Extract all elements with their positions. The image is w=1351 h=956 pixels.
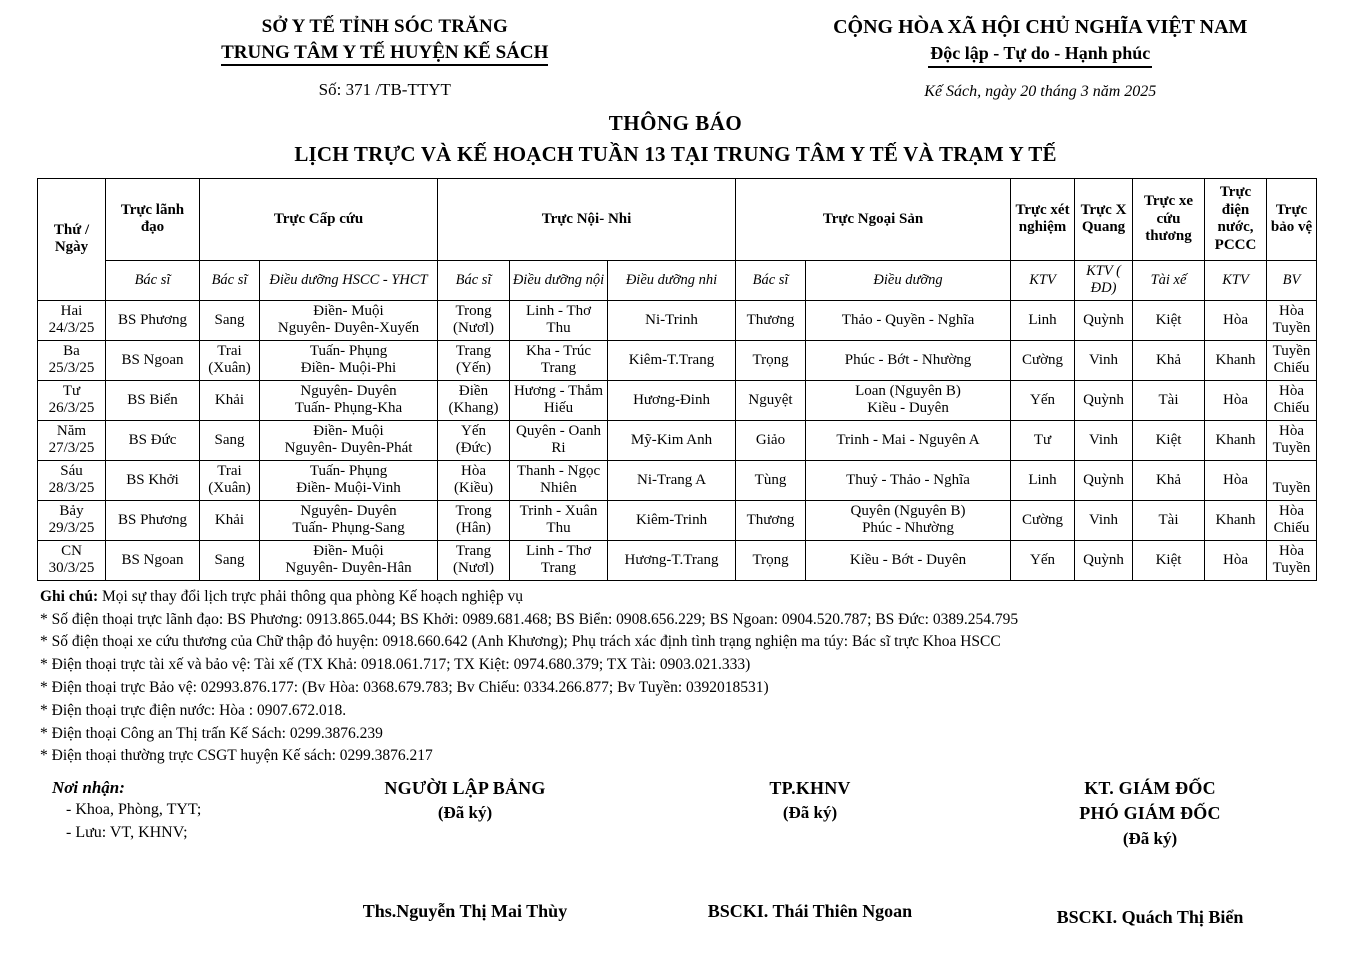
cell-xray-tech: Vinh <box>1075 340 1133 380</box>
cell-er-nurse-line: Nguyên- Duyên-Hân <box>285 560 412 577</box>
cell-guard <box>1267 420 1317 460</box>
document-header <box>0 0 1351 103</box>
cell-pediatric-nurse-line: Ni-Trinh <box>645 311 698 328</box>
cell-utility-tech: Khanh <box>1205 420 1267 460</box>
cell-er-doctor: Khải <box>200 500 260 540</box>
subheader-er-doctor: Bác sĩ <box>200 260 260 300</box>
cell-internal-nurse <box>510 300 608 340</box>
nation-name: CỘNG HÒA XÃ HỘI CHỦ NGHĨA VIỆT NAM <box>833 16 1248 38</box>
cell-internal-nurse-line: Trinh - Xuân <box>519 502 598 519</box>
director-title-line2: PHÓ GIÁM ĐỐC <box>1079 803 1221 824</box>
cell-pediatric-nurse-line: Kiêm-Trinh <box>635 511 708 528</box>
preparer-title: NGƯỜI LẬP BẢNG <box>384 778 546 799</box>
cell-guard-line: Tuyền <box>1272 560 1311 577</box>
cell-internal-nurse-line: Linh - Thơ <box>525 302 592 319</box>
cell-internal-nurse-line: Thanh - Ngọc <box>516 462 601 479</box>
cell-er-doctor-line: (Xuân) <box>208 360 251 377</box>
cell-guard-line <box>1269 463 1314 481</box>
note-line: * Điện thoại Công an Thị trấn Kế Sách: 0299.3876.239 <box>40 724 383 742</box>
cell-guard <box>1267 460 1317 500</box>
cell-internal-nurse <box>510 380 608 420</box>
cell-er-doctor: Khải <box>200 380 260 420</box>
header-day: Thứ / Ngày <box>38 178 106 300</box>
cell-pediatric-nurse <box>608 300 736 340</box>
cell-pediatric-nurse <box>608 340 736 380</box>
cell-internal-doctor-line: Hòa <box>461 462 487 479</box>
signature-area <box>0 778 1351 953</box>
recipient-item: - Lưu: VT, KHNV; <box>66 824 188 842</box>
nation-motto: Độc lập - Tự do - Hạnh phúc <box>928 41 1152 68</box>
cell-internal-doctor <box>438 380 510 420</box>
cell-pediatric-nurse-line: Ni-Trang A <box>636 471 707 488</box>
cell-day <box>38 300 106 340</box>
tp-signed-mark: (Đã ký) <box>782 803 838 823</box>
recipients-title: Nơi nhận: <box>52 778 125 798</box>
header-group-surgery-obstetric: Trực Ngoại Sản <box>736 178 1011 260</box>
cell-xray-tech: Quỳnh <box>1075 380 1133 420</box>
day-name: Năm <box>56 422 87 439</box>
cell-leader-doctor: BS Ngoan <box>106 340 200 380</box>
cell-surgery-doctor: Trọng <box>736 340 806 380</box>
cell-er-doctor-line: (Xuân) <box>208 480 251 497</box>
subheader-xray-tech: KTV ( ĐD) <box>1075 260 1133 300</box>
day-date: 28/3/25 <box>48 480 95 497</box>
page-title: THÔNG BÁO <box>608 111 743 136</box>
cell-surgery-nurse <box>806 540 1011 580</box>
note-line: * Điện thoại trực tài xế và bảo vệ: Tài xế (TX Khả: 0918.061.717; TX Kiệt: 0974.680.379; TX Tài: 0903.021.333) <box>40 656 751 674</box>
day-date: 27/3/25 <box>48 440 95 457</box>
cell-surgery-nurse-line: Trinh - Mai - Nguyên A <box>836 431 980 448</box>
cell-lab-tech: Linh <box>1011 460 1075 500</box>
subheader-guard: BV <box>1267 260 1317 300</box>
cell-internal-nurse-line: Linh - Thơ <box>525 542 592 559</box>
org-center-name-text: TRUNG TÂM Y TẾ HUYỆN KẾ SÁCH <box>221 42 548 66</box>
notes-section <box>40 586 1351 768</box>
cell-er-nurse <box>260 500 438 540</box>
cell-internal-doctor-line: Yến <box>461 422 487 439</box>
subheader-internal-nurse: Điều dưỡng nội <box>510 260 608 300</box>
cell-surgery-doctor: Giảo <box>736 420 806 460</box>
cell-er-nurse-line: Nguyên- Duyên-Xuyến <box>277 320 420 337</box>
day-date: 29/3/25 <box>48 520 95 537</box>
cell-driver: Tài <box>1133 500 1205 540</box>
cell-surgery-nurse <box>806 340 1011 380</box>
page-subtitle: LỊCH TRỰC VÀ KẾ HOẠCH TUẦN 13 TẠI TRUNG TÂM Y TẾ VÀ TRẠM Y TẾ <box>294 142 1057 167</box>
header-group-ambulance: Trực xe cứu thương <box>1133 178 1205 260</box>
cell-surgery-doctor: Tùng <box>736 460 806 500</box>
cell-xray-tech: Quỳnh <box>1075 540 1133 580</box>
cell-er-nurse <box>260 420 438 460</box>
org-department-name: SỞ Y TẾ TỈNH SÓC TRĂNG <box>261 16 508 37</box>
cell-day <box>38 460 106 500</box>
cell-utility-tech: Hòa <box>1205 460 1267 500</box>
cell-internal-doctor <box>438 460 510 500</box>
cell-guard-line: Hòa <box>1279 382 1305 399</box>
day-date: 30/3/25 <box>48 560 95 577</box>
cell-er-doctor-line: Trai <box>217 462 242 479</box>
cell-surgery-doctor: Thương <box>736 300 806 340</box>
cell-utility-tech: Hòa <box>1205 540 1267 580</box>
cell-pediatric-nurse <box>608 420 736 460</box>
cell-er-doctor <box>200 340 260 380</box>
recipients-block <box>52 778 201 844</box>
cell-driver: Tài <box>1133 380 1205 420</box>
subheader-surgery-doctor: Bác sĩ <box>736 260 806 300</box>
notes-lines <box>40 609 1351 768</box>
cell-lab-tech: Yến <box>1011 380 1075 420</box>
day-name: Hai <box>60 302 83 319</box>
cell-er-nurse-line: Tuấn- Phụng <box>309 462 388 479</box>
header-group-lab: Trực xét nghiệm <box>1011 178 1075 260</box>
table-row <box>38 540 1317 580</box>
cell-leader-doctor: BS Khởi <box>106 460 200 500</box>
cell-internal-doctor <box>438 500 510 540</box>
cell-leader-doctor: BS Biển <box>106 380 200 420</box>
cell-internal-nurse-line: Thu <box>546 520 571 537</box>
cell-pediatric-nurse-line: Kiêm-T.Trang <box>628 351 715 368</box>
tp-title: TP.KHNV <box>769 778 851 799</box>
table-row <box>38 300 1317 340</box>
cell-guard-line: Tuyền <box>1272 320 1311 337</box>
cell-er-doctor: Sang <box>200 420 260 460</box>
cell-day <box>38 340 106 380</box>
tp-signature-block <box>660 776 960 922</box>
notes-label-text: Mọi sự thay đổi lịch trực phải thông qua phòng Kế hoạch nghiệp vụ <box>98 587 524 605</box>
preparer-signed-mark: (Đã ký) <box>437 803 493 823</box>
cell-surgery-nurse <box>806 500 1011 540</box>
cell-internal-nurse-line: Thu <box>546 320 571 337</box>
cell-lab-tech: Cường <box>1011 500 1075 540</box>
cell-internal-doctor-line: Trang <box>455 542 492 559</box>
cell-internal-nurse <box>510 420 608 460</box>
cell-internal-doctor-line: (Khang) <box>448 400 499 417</box>
cell-er-nurse <box>260 340 438 380</box>
cell-internal-nurse-line: Trang <box>540 560 577 577</box>
cell-er-nurse <box>260 380 438 420</box>
day-date: 26/3/25 <box>48 400 95 417</box>
cell-er-nurse-line: Nguyên- Duyên-Phát <box>284 440 413 457</box>
cell-surgery-nurse-line: Thảo - Quyền - Nghĩa <box>841 311 975 328</box>
duty-schedule-table <box>37 178 1317 581</box>
cell-internal-doctor <box>438 340 510 380</box>
cell-er-nurse-line: Điền- Muội <box>313 542 384 559</box>
cell-internal-nurse-line: Nhiên <box>540 480 577 497</box>
cell-surgery-nurse-line: Thuỷ - Thảo - Nghĩa <box>846 471 970 488</box>
header-group-emergency: Trực Cấp cứu <box>200 178 438 260</box>
cell-er-nurse-line: Điền- Muội-Phi <box>300 360 397 377</box>
cell-surgery-nurse <box>806 460 1011 500</box>
cell-leader-doctor: BS Phương <box>106 300 200 340</box>
cell-internal-doctor-line: Điền <box>458 382 489 399</box>
subheader-pediatric-nurse: Điều dưỡng nhi <box>608 260 736 300</box>
cell-utility-tech: Khanh <box>1205 500 1267 540</box>
cell-pediatric-nurse-line: Hương-T.Trang <box>624 551 719 568</box>
cell-guard <box>1267 380 1317 420</box>
cell-guard-line: Chiếu <box>1273 360 1310 377</box>
subheader-leader-doctor: Bác sĩ <box>106 260 200 300</box>
org-center-name <box>221 40 548 66</box>
cell-er-nurse <box>260 460 438 500</box>
preparer-signature-block <box>300 776 630 922</box>
cell-internal-doctor-line: (Đức) <box>455 440 492 457</box>
cell-surgery-nurse <box>806 300 1011 340</box>
cell-surgery-nurse-line: Kiều - Duyên <box>867 400 949 417</box>
header-left-block <box>0 14 730 103</box>
cell-er-doctor <box>200 460 260 500</box>
cell-guard <box>1267 540 1317 580</box>
cell-guard-line: Tuyền <box>1272 342 1311 359</box>
notes-heading-line <box>40 586 1351 609</box>
cell-internal-doctor <box>438 300 510 340</box>
preparer-name: Ths.Nguyễn Thị Mai Thùy <box>362 901 568 922</box>
table-header-row-groups <box>38 178 1317 260</box>
cell-internal-nurse-line: Quyên - Oanh <box>516 422 601 439</box>
cell-er-nurse-line: Điền- Muội <box>313 302 384 319</box>
cell-guard-line: Chiếu <box>1273 400 1310 417</box>
cell-xray-tech: Vinh <box>1075 500 1133 540</box>
cell-guard <box>1267 340 1317 380</box>
cell-er-nurse-line: Tuấn- Phụng-Sang <box>292 520 405 537</box>
cell-internal-nurse-line: Kha - Trúc <box>526 342 592 359</box>
cell-lab-tech: Cường <box>1011 340 1075 380</box>
cell-guard-line: Hòa <box>1279 302 1305 319</box>
cell-internal-doctor-line: Trong <box>455 302 492 319</box>
cell-driver: Kiệt <box>1133 420 1205 460</box>
cell-surgery-nurse-line: Phúc - Bớt - Nhường <box>844 351 972 368</box>
cell-lab-tech: Linh <box>1011 300 1075 340</box>
cell-day <box>38 500 106 540</box>
cell-internal-doctor-line: Trang <box>455 342 492 359</box>
document-number: Số: 371 /TB-TTYT <box>318 80 451 100</box>
table-row <box>38 380 1317 420</box>
cell-driver: Khả <box>1133 460 1205 500</box>
cell-utility-tech: Khanh <box>1205 340 1267 380</box>
cell-internal-doctor <box>438 420 510 460</box>
table-row <box>38 420 1317 460</box>
cell-er-doctor: Sang <box>200 540 260 580</box>
header-group-utilities: Trực điện nước, PCCC <box>1205 178 1267 260</box>
cell-guard <box>1267 500 1317 540</box>
cell-xray-tech: Quỳnh <box>1075 300 1133 340</box>
cell-surgery-nurse <box>806 420 1011 460</box>
cell-surgery-doctor: Trọng <box>736 540 806 580</box>
cell-utility-tech: Hòa <box>1205 380 1267 420</box>
day-date: 24/3/25 <box>48 320 95 337</box>
header-group-internal-pediatric: Trực Nội- Nhi <box>438 178 736 260</box>
note-line: * Điện thoại trực Bảo vệ: 02993.876.177: (Bv Hòa: 0368.679.783; Bv Chiếu: 0334.266.877; Bv Tuyền: 0392018531) <box>40 679 769 696</box>
day-name: Ba <box>63 342 80 359</box>
cell-guard <box>1267 300 1317 340</box>
day-name: Bảy <box>59 502 84 519</box>
cell-day <box>38 420 106 460</box>
cell-internal-nurse-line: Trang <box>540 360 577 377</box>
director-signed-mark: (Đã ký) <box>1122 828 1178 848</box>
cell-surgery-nurse-line: Kiều - Bớt - Duyên <box>849 551 967 568</box>
table-header-row-subs <box>38 260 1317 300</box>
tp-name: BSCKI. Thái Thiên Ngoan <box>707 901 913 922</box>
cell-internal-doctor-line: (Yến) <box>456 360 491 377</box>
cell-xray-tech: Vinh <box>1075 420 1133 460</box>
table-header <box>38 178 1317 300</box>
notes-label: Ghi chú: <box>40 587 99 605</box>
cell-pediatric-nurse <box>608 500 736 540</box>
table-body <box>38 300 1317 580</box>
cell-surgery-nurse <box>806 380 1011 420</box>
cell-lab-tech: Tư <box>1011 420 1075 460</box>
cell-xray-tech: Quỳnh <box>1075 460 1133 500</box>
cell-surgery-doctor: Nguyệt <box>736 380 806 420</box>
header-group-leadership: Trực lãnh đạo <box>106 178 200 260</box>
cell-guard-line: Hòa <box>1279 542 1305 559</box>
cell-internal-doctor-line: Trong <box>455 502 492 519</box>
header-group-security: Trực bảo vệ <box>1267 178 1317 260</box>
cell-internal-doctor-line: (Kiều) <box>453 480 494 497</box>
cell-er-nurse <box>260 540 438 580</box>
cell-pediatric-nurse-line: Mỹ-Kim Anh <box>630 431 713 448</box>
cell-pediatric-nurse <box>608 380 736 420</box>
note-line: * Số điện thoại xe cứu thương của Chữ thập đỏ huyện: 0918.660.642 (Anh Khương); Phụ trách xác định tình trạng nghiện ma túy: Bác sĩ trực Khoa HSCC <box>40 633 1001 651</box>
cell-surgery-nurse-line: Loan (Nguyên B) <box>855 382 961 399</box>
day-name: Sáu <box>60 462 83 479</box>
cell-guard-line: Hòa <box>1279 422 1305 439</box>
cell-internal-nurse-line: Hương - Thắm <box>513 382 604 399</box>
cell-internal-doctor <box>438 540 510 580</box>
cell-guard-line: Hòa <box>1279 502 1305 519</box>
table-row <box>38 500 1317 540</box>
director-title-line1: KT. GIÁM ĐỐC <box>1084 778 1216 799</box>
cell-utility-tech: Hòa <box>1205 300 1267 340</box>
cell-er-nurse-line: Điền- Muội-Vinh <box>296 480 401 497</box>
cell-er-nurse-line: Tuấn- Phụng-Kha <box>294 400 403 417</box>
subheader-internal-doctor: Bác sĩ <box>438 260 510 300</box>
cell-pediatric-nurse <box>608 460 736 500</box>
cell-leader-doctor: BS Phương <box>106 500 200 540</box>
day-date: 25/3/25 <box>48 360 95 377</box>
cell-internal-doctor-line: (Hân) <box>456 520 491 537</box>
title-block <box>0 109 1351 170</box>
cell-internal-nurse <box>510 460 608 500</box>
subheader-driver: Tài xế <box>1133 260 1205 300</box>
cell-er-doctor-line: Trai <box>217 342 242 359</box>
cell-guard-line: Tuyền <box>1272 480 1311 497</box>
cell-internal-nurse <box>510 540 608 580</box>
schedule-table-wrapper <box>37 178 1316 581</box>
cell-internal-doctor-line: (Nươl) <box>452 320 495 337</box>
cell-pediatric-nurse <box>608 540 736 580</box>
place-and-date: Kế Sách, ngày 20 tháng 3 năm 2025 <box>924 83 1157 101</box>
subheader-surgery-nurse: Điều dưỡng <box>806 260 1011 300</box>
cell-guard-line: Chiếu <box>1273 520 1310 537</box>
table-row <box>38 460 1317 500</box>
cell-surgery-nurse-line: Quyên (Nguyên B) <box>850 502 966 519</box>
note-line: * Số điện thoại trực lãnh đạo: BS Phương: 0913.865.044; BS Khởi: 0989.681.468; BS Biển: 0908.656.229; BS Ngoan: 0904.520.787; BS Đức: 0389.254.795 <box>40 610 1019 628</box>
cell-driver: Kiệt <box>1133 300 1205 340</box>
cell-surgery-nurse-line: Phúc - Nhường <box>862 520 954 537</box>
cell-er-doctor: Sang <box>200 300 260 340</box>
cell-pediatric-nurse-line: Hương-Đinh <box>633 391 710 408</box>
cell-lab-tech: Yến <box>1011 540 1075 580</box>
cell-internal-nurse <box>510 500 608 540</box>
subheader-utility-tech: KTV <box>1205 260 1267 300</box>
recipient-item: - Khoa, Phòng, TYT; <box>66 801 202 819</box>
subheader-lab-tech: KTV <box>1011 260 1075 300</box>
cell-internal-nurse <box>510 340 608 380</box>
cell-er-nurse <box>260 300 438 340</box>
cell-leader-doctor: BS Ngoan <box>106 540 200 580</box>
director-signature-block <box>985 776 1315 928</box>
table-row <box>38 340 1317 380</box>
day-name: Tư <box>62 382 81 399</box>
subheader-er-nurse: Điều dưỡng HSCC - YHCT <box>260 260 438 300</box>
cell-driver: Kiệt <box>1133 540 1205 580</box>
director-name: BSCKI. Quách Thị Biển <box>1056 907 1244 928</box>
cell-internal-doctor-line: (Nươl) <box>452 560 495 577</box>
cell-surgery-doctor: Thương <box>736 500 806 540</box>
note-line: * Điện thoại thường trực CSGT huyện Kế sách: 0299.3876.217 <box>40 747 433 765</box>
cell-internal-nurse-line: Ri <box>551 440 566 457</box>
cell-day <box>38 380 106 420</box>
cell-er-nurse-line: Nguyên- Duyên <box>300 382 397 399</box>
cell-day <box>38 540 106 580</box>
note-line: * Điện thoại trực điện nước: Hòa : 0907.672.018. <box>40 701 347 719</box>
cell-internal-nurse-line: Hiếu <box>543 400 574 417</box>
cell-driver: Khả <box>1133 340 1205 380</box>
cell-er-nurse-line: Nguyên- Duyên <box>300 502 397 519</box>
cell-er-nurse-line: Tuấn- Phụng <box>309 342 388 359</box>
header-group-xray: Trực X Quang <box>1075 178 1133 260</box>
cell-guard-line: Tuyền <box>1272 440 1311 457</box>
day-name: CN <box>61 542 82 559</box>
cell-leader-doctor: BS Đức <box>106 420 200 460</box>
header-right-block <box>730 14 1351 103</box>
cell-er-nurse-line: Điền- Muội <box>313 422 384 439</box>
